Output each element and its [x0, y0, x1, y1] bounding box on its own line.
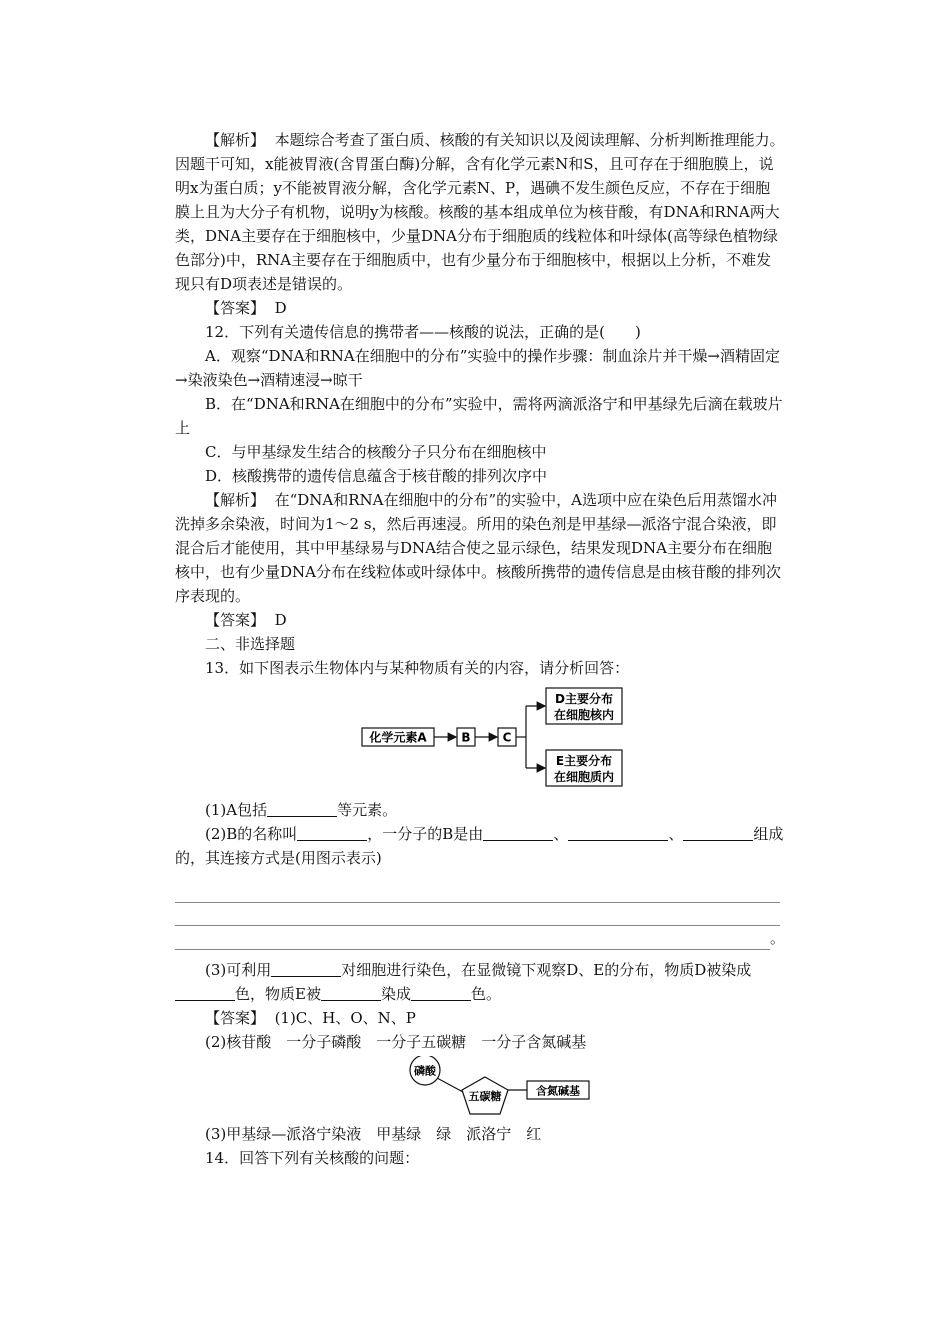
line-end-mark: 。 [769, 929, 785, 947]
q12-answer [175, 608, 785, 632]
analysis-text: 在“DNA和RNA在细胞中的分布”的实验中，A选项中应在染色后用蒸馏水冲洗掉多余染液，时间为1～2 s，然后再速浸。所用的染色剂是甲基绿—派洛宁混合染液，即混合后才能使用，其中甲基绿易与DNA结合使之显示绿色，结果发现DNA主要分布在细胞核中，也有少量DNA分布在线粒体或叶绿体中。核酸所携带的遗传信息是由核苷酸的排列次序表现的。 [175, 491, 781, 605]
document-content [175, 128, 785, 1170]
q12-option-a: A．观察“DNA和RNA在细胞中的分布”实验中的操作步骤：制血涂片并干燥→酒精固定→染液染色→酒精速浸→晾干 [175, 347, 780, 389]
fill-blank[interactable] [297, 824, 367, 841]
box-c-label: C [502, 730, 512, 745]
phosphate-label: 磷酸 [414, 1064, 436, 1078]
analysis-label: 【解析】 [205, 491, 266, 509]
answer-line-last[interactable] [175, 926, 785, 950]
q12-stem: 12．下列有关遗传信息的携带者——核酸的说法，正确的是( ) [205, 323, 641, 341]
answer-label: 【答案】 [205, 299, 266, 317]
fill-blank[interactable] [267, 800, 337, 817]
q13-answer-3: (3)甲基绿—派洛宁染液 甲基绿 绿 派洛宁 红 [205, 1125, 542, 1143]
q12-option-c: C．与甲基绿发生结合的核酸分子只分布在细胞核中 [205, 443, 547, 461]
answer-label: 【答案】 [205, 611, 266, 629]
q12-option-d: D．核酸携带的遗传信息蕴含于核苷酸的排列次序中 [205, 467, 548, 485]
pentose-label: 五碳糖 [468, 1090, 502, 1103]
fill-blank[interactable] [568, 824, 668, 841]
box-e-label-1: E主要分布 [555, 754, 613, 768]
fill-blank[interactable] [411, 984, 471, 1001]
answer-label: 【答案】 [205, 1009, 266, 1027]
q13-answer-1: 【答案】 (1)C、H、O、N、P [205, 1009, 416, 1027]
answer-line[interactable] [175, 880, 780, 903]
base-label: 含氮碱基 [536, 1084, 580, 1098]
box-element-a-label: 化学元素A [369, 730, 427, 745]
answer-value: D [274, 299, 287, 317]
q13-part1: (1)A包括 等元素。 [205, 801, 398, 819]
q11-answer [175, 296, 785, 320]
q13-stem: 13．如下图表示生物体内与某种物质有关的内容，请分析回答： [205, 659, 630, 677]
box-b-label: B [461, 730, 471, 745]
q13-part2: (2)B的名称叫 ，一分子的B是由 、 、 组成的，其连接方式是(用图示表示) [175, 825, 784, 867]
q13-part3: (3)可利用 对细胞进行染色，在显微镜下观察D、E的分布，物质D被染成色，物质E被 染成 色。 [175, 958, 785, 1006]
answer-lines[interactable] [175, 880, 785, 950]
box-d-label-2: 在细胞核内 [553, 708, 615, 722]
q11-analysis [175, 128, 785, 296]
fill-blank[interactable] [483, 824, 553, 841]
answer-line[interactable] [175, 903, 780, 926]
nucleotide-diagram [405, 1056, 605, 1120]
fill-blank[interactable] [683, 824, 753, 841]
q14-stem: 14．回答下列有关核酸的问题： [205, 1149, 420, 1167]
fill-blank[interactable] [271, 960, 341, 977]
q12-option-b: B．在“DNA和RNA在细胞中的分布”实验中，需将两滴派洛宁和甲基绿先后滴在载玻片上 [175, 395, 783, 437]
box-d-label-1: D主要分布 [555, 692, 613, 706]
fill-blank[interactable] [321, 984, 381, 1001]
bond-phosphate-sugar [437, 1078, 463, 1092]
section-title: 二、非选择题 [205, 635, 296, 653]
answer-line[interactable] [175, 927, 770, 950]
q13-answer-2: (2)核苷酸 一分子磷酸 一分子五碳糖 一分子含氮碱基 [205, 1033, 587, 1051]
box-e-label-2: 在细胞质内 [553, 770, 615, 784]
answer-value: D [274, 611, 287, 629]
q12-analysis [175, 488, 785, 608]
nucleic-acid-flow-diagram [360, 686, 630, 788]
analysis-label: 【解析】 [205, 131, 266, 149]
analysis-text: 本题综合考查了蛋白质、核酸的有关知识以及阅读理解、分析判断推理能力。因题干可知，x能被胃液(含胃蛋白酶)分解，含有化学元素N和S，且可存在于细胞膜上，说明x为蛋白质；y不能被胃液分解，含化学元素N、P，遇碘不发生颜色反应，不存在于细胞膜上且为大分子有机物，说明y为核酸。核酸的基本组成单位为核苷酸，有DNA和RNA两大类，DNA主要存在于细胞核中，少量DNA分布于细胞质的线粒体和叶绿体(高等绿色植物绿色部分)中，RNA主要存在于细胞质中，也有少量分布于细胞核中，根据以上分析，不难发现只有D项表述是错误的。 [175, 131, 785, 293]
fill-blank[interactable] [175, 984, 235, 1001]
